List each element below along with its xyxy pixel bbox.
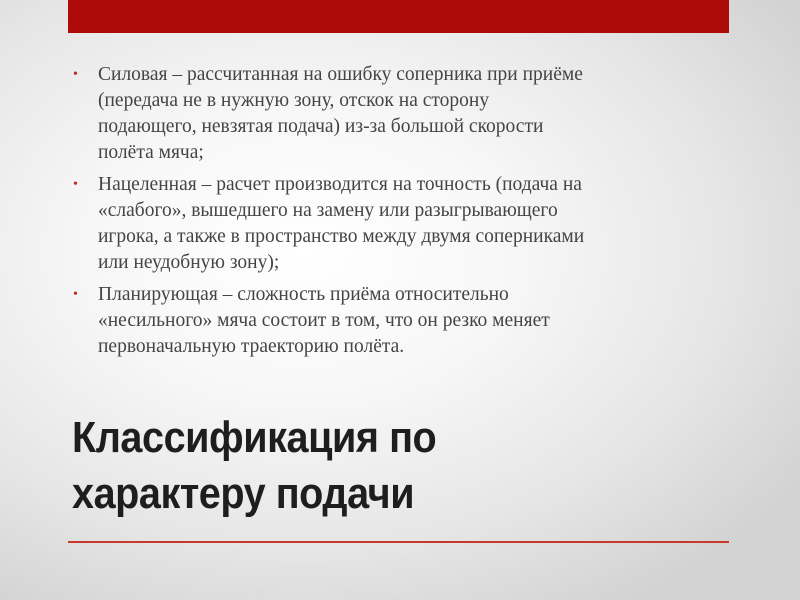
bullet-line: игрока, а также в пространство между двумя соперниками xyxy=(98,226,585,247)
bullet-line: Планирующая – сложность приёма относительно xyxy=(98,284,509,305)
slide-title-line: Классификация по xyxy=(72,413,437,462)
slide-title-line: характеру подачи xyxy=(72,469,415,518)
bullet-line: подающего, невзятая подача) из-за большой скорости xyxy=(98,116,544,137)
bullet-marker: • xyxy=(73,177,78,192)
bullet-line: Нацеленная – расчет производится на точность (подача на xyxy=(98,174,582,195)
bullet-list xyxy=(72,62,724,366)
bullet-item-power-serve xyxy=(72,62,724,166)
bullet-item-targeted-serve xyxy=(72,172,724,276)
bullet-line: Силовая – рассчитанная на ошибку соперника при приёме xyxy=(98,64,583,85)
bullet-line: или неудобную зону); xyxy=(98,252,280,273)
title-underline-rule xyxy=(68,541,729,543)
bullet-line: «слабого», вышедшего на замену или разыгрывающего xyxy=(98,200,558,221)
slide-title xyxy=(72,410,657,522)
bullet-line: (передача не в нужную зону, отскок на сторону xyxy=(98,90,490,111)
bullet-line: «несильного» мяча состоит в том, что он резко меняет xyxy=(98,310,550,331)
top-accent-bar xyxy=(68,0,729,33)
bullet-line: первоначальную траекторию полёта. xyxy=(98,336,405,357)
bullet-item-floating-serve xyxy=(72,282,724,360)
bullet-line: полёта мяча; xyxy=(98,142,204,163)
bullet-marker: • xyxy=(73,287,78,302)
bullet-marker: • xyxy=(73,67,78,82)
